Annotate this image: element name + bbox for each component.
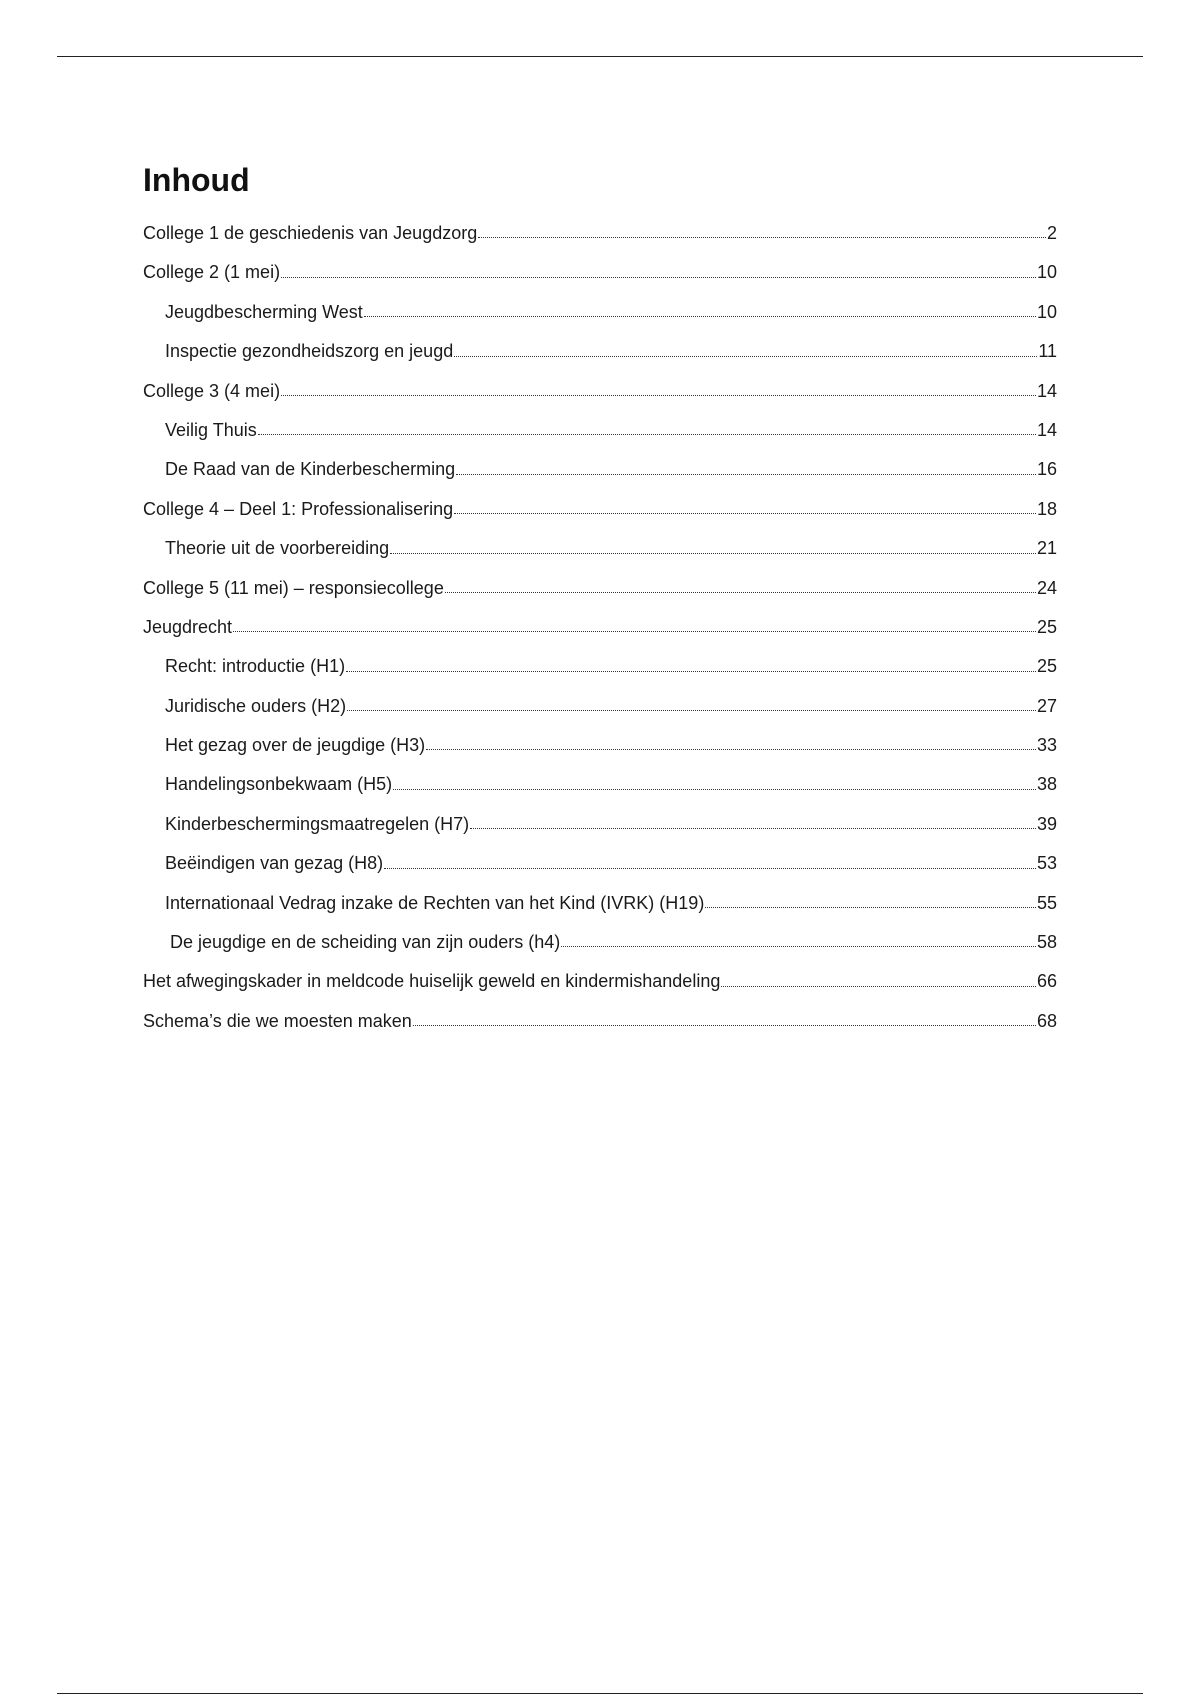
toc-entry-text: Het gezag over de jeugdige (H3) [165,735,426,756]
toc-title: Inhoud [143,162,250,198]
toc-page-number: 39 [1036,813,1057,834]
toc-entry-text: College 2 (1 mei) [143,262,281,283]
toc-entry-text: Schema’s die we moesten maken [143,1010,412,1031]
toc-entry[interactable] [143,214,1057,253]
toc-entry-text: Inspectie gezondheidszorg en jeugd [165,341,454,362]
toc-dot-leader [281,394,1036,396]
toc-page-number: 25 [1036,656,1057,677]
toc-entry-text: De Raad van de Kinderbescherming [165,459,456,480]
toc-page-number: 18 [1036,498,1057,519]
toc-page-number: 10 [1036,262,1057,283]
toc-dot-leader [281,276,1036,278]
toc-page-number: 58 [1036,932,1057,953]
toc-entry[interactable] [143,884,1057,923]
toc-entry[interactable] [143,411,1057,450]
toc-entry[interactable] [143,962,1057,1001]
toc-entry[interactable] [143,332,1057,371]
toc-dot-leader [454,512,1036,514]
toc-entry[interactable] [143,608,1057,647]
toc-dot-leader [390,552,1036,554]
toc-entry[interactable] [143,293,1057,332]
toc-dot-leader [384,867,1036,869]
toc-page-number: 25 [1036,616,1057,637]
toc-dot-leader [347,709,1036,711]
toc-dot-leader [721,985,1036,987]
toc-entry-text: Recht: introductie (H1) [165,656,346,677]
toc-entry-text: Theorie uit de voorbereiding [165,538,390,559]
toc-dot-leader [456,473,1036,475]
toc-entry[interactable] [143,805,1057,844]
toc-entry[interactable] [143,765,1057,804]
toc-dot-leader [445,591,1036,593]
toc-entry[interactable] [143,569,1057,608]
toc-dot-leader [454,355,1037,357]
toc-page-number: 27 [1036,695,1057,716]
toc-entry-text: College 3 (4 mei) [143,380,281,401]
toc-entry-text: Jeugdrecht [143,616,233,637]
toc-page-number: 55 [1036,892,1057,913]
toc-page-number: 10 [1036,301,1057,322]
toc-entry-text: De jeugdige en de scheiding van zijn ouders (h4) [170,932,561,953]
toc-entry-text: College 5 (11 mei) – responsiecollege [143,577,444,598]
toc-entry[interactable] [143,529,1057,568]
toc-dot-leader [346,670,1036,672]
toc-page-number: 38 [1036,774,1057,795]
toc-entry[interactable] [143,647,1057,686]
toc-entry-text: Jeugdbescherming West [165,301,363,322]
toc-page-number: 2 [1046,223,1057,243]
toc-list [143,214,1057,1041]
toc-dot-leader [233,630,1036,632]
toc-page-number: 16 [1036,459,1057,480]
toc-entry-text: Kinderbeschermingsmaatregelen (H7) [165,813,470,834]
toc-dot-leader [478,236,1046,238]
toc-page-number: 53 [1036,853,1057,874]
toc-entry[interactable] [143,844,1057,883]
toc-dot-leader [470,827,1036,829]
toc-dot-leader [258,433,1036,435]
toc-dot-leader [413,1024,1036,1026]
toc-entry[interactable] [143,923,1057,962]
toc-entry-text: Veilig Thuis [165,419,257,440]
toc-dot-leader [364,315,1036,317]
toc-page-number: 68 [1036,1010,1057,1031]
toc-entry[interactable] [143,687,1057,726]
table-of-contents [143,160,1057,1041]
toc-page-number: 24 [1036,577,1057,598]
toc-dot-leader [561,945,1036,947]
toc-page-number: 33 [1036,735,1057,756]
toc-entry-text: Beëindigen van gezag (H8) [165,853,384,874]
toc-entry[interactable] [143,372,1057,411]
toc-entry-text: College 1 de geschiedenis van Jeugdzorg [143,223,478,243]
toc-dot-leader [393,788,1036,790]
toc-entry-text: Het afwegingskader in meldcode huiselijk geweld en kindermishandeling [143,971,721,992]
toc-page-number: 21 [1036,538,1057,559]
toc-dot-leader [426,748,1036,750]
toc-entry-text: College 4 – Deel 1: Professionalisering [143,498,454,519]
toc-page-number: 14 [1036,419,1057,440]
toc-page-number: 14 [1036,380,1057,401]
toc-entry[interactable] [143,1002,1057,1041]
toc-page-number: 66 [1036,971,1057,992]
toc-dot-leader [705,906,1036,908]
footer-rule [57,1693,1143,1694]
toc-page-number: 11 [1038,341,1057,362]
toc-entry[interactable] [143,450,1057,489]
toc-entry-text: Juridische ouders (H2) [165,695,347,716]
toc-entry[interactable] [143,726,1057,765]
toc-entry[interactable] [143,490,1057,529]
toc-entry-text: Internationaal Vedrag inzake de Rechten van het Kind (IVRK) (H19) [165,892,705,913]
header-rule [57,56,1143,57]
toc-entry[interactable] [143,253,1057,292]
toc-entry-text: Handelingsonbekwaam (H5) [165,774,393,795]
